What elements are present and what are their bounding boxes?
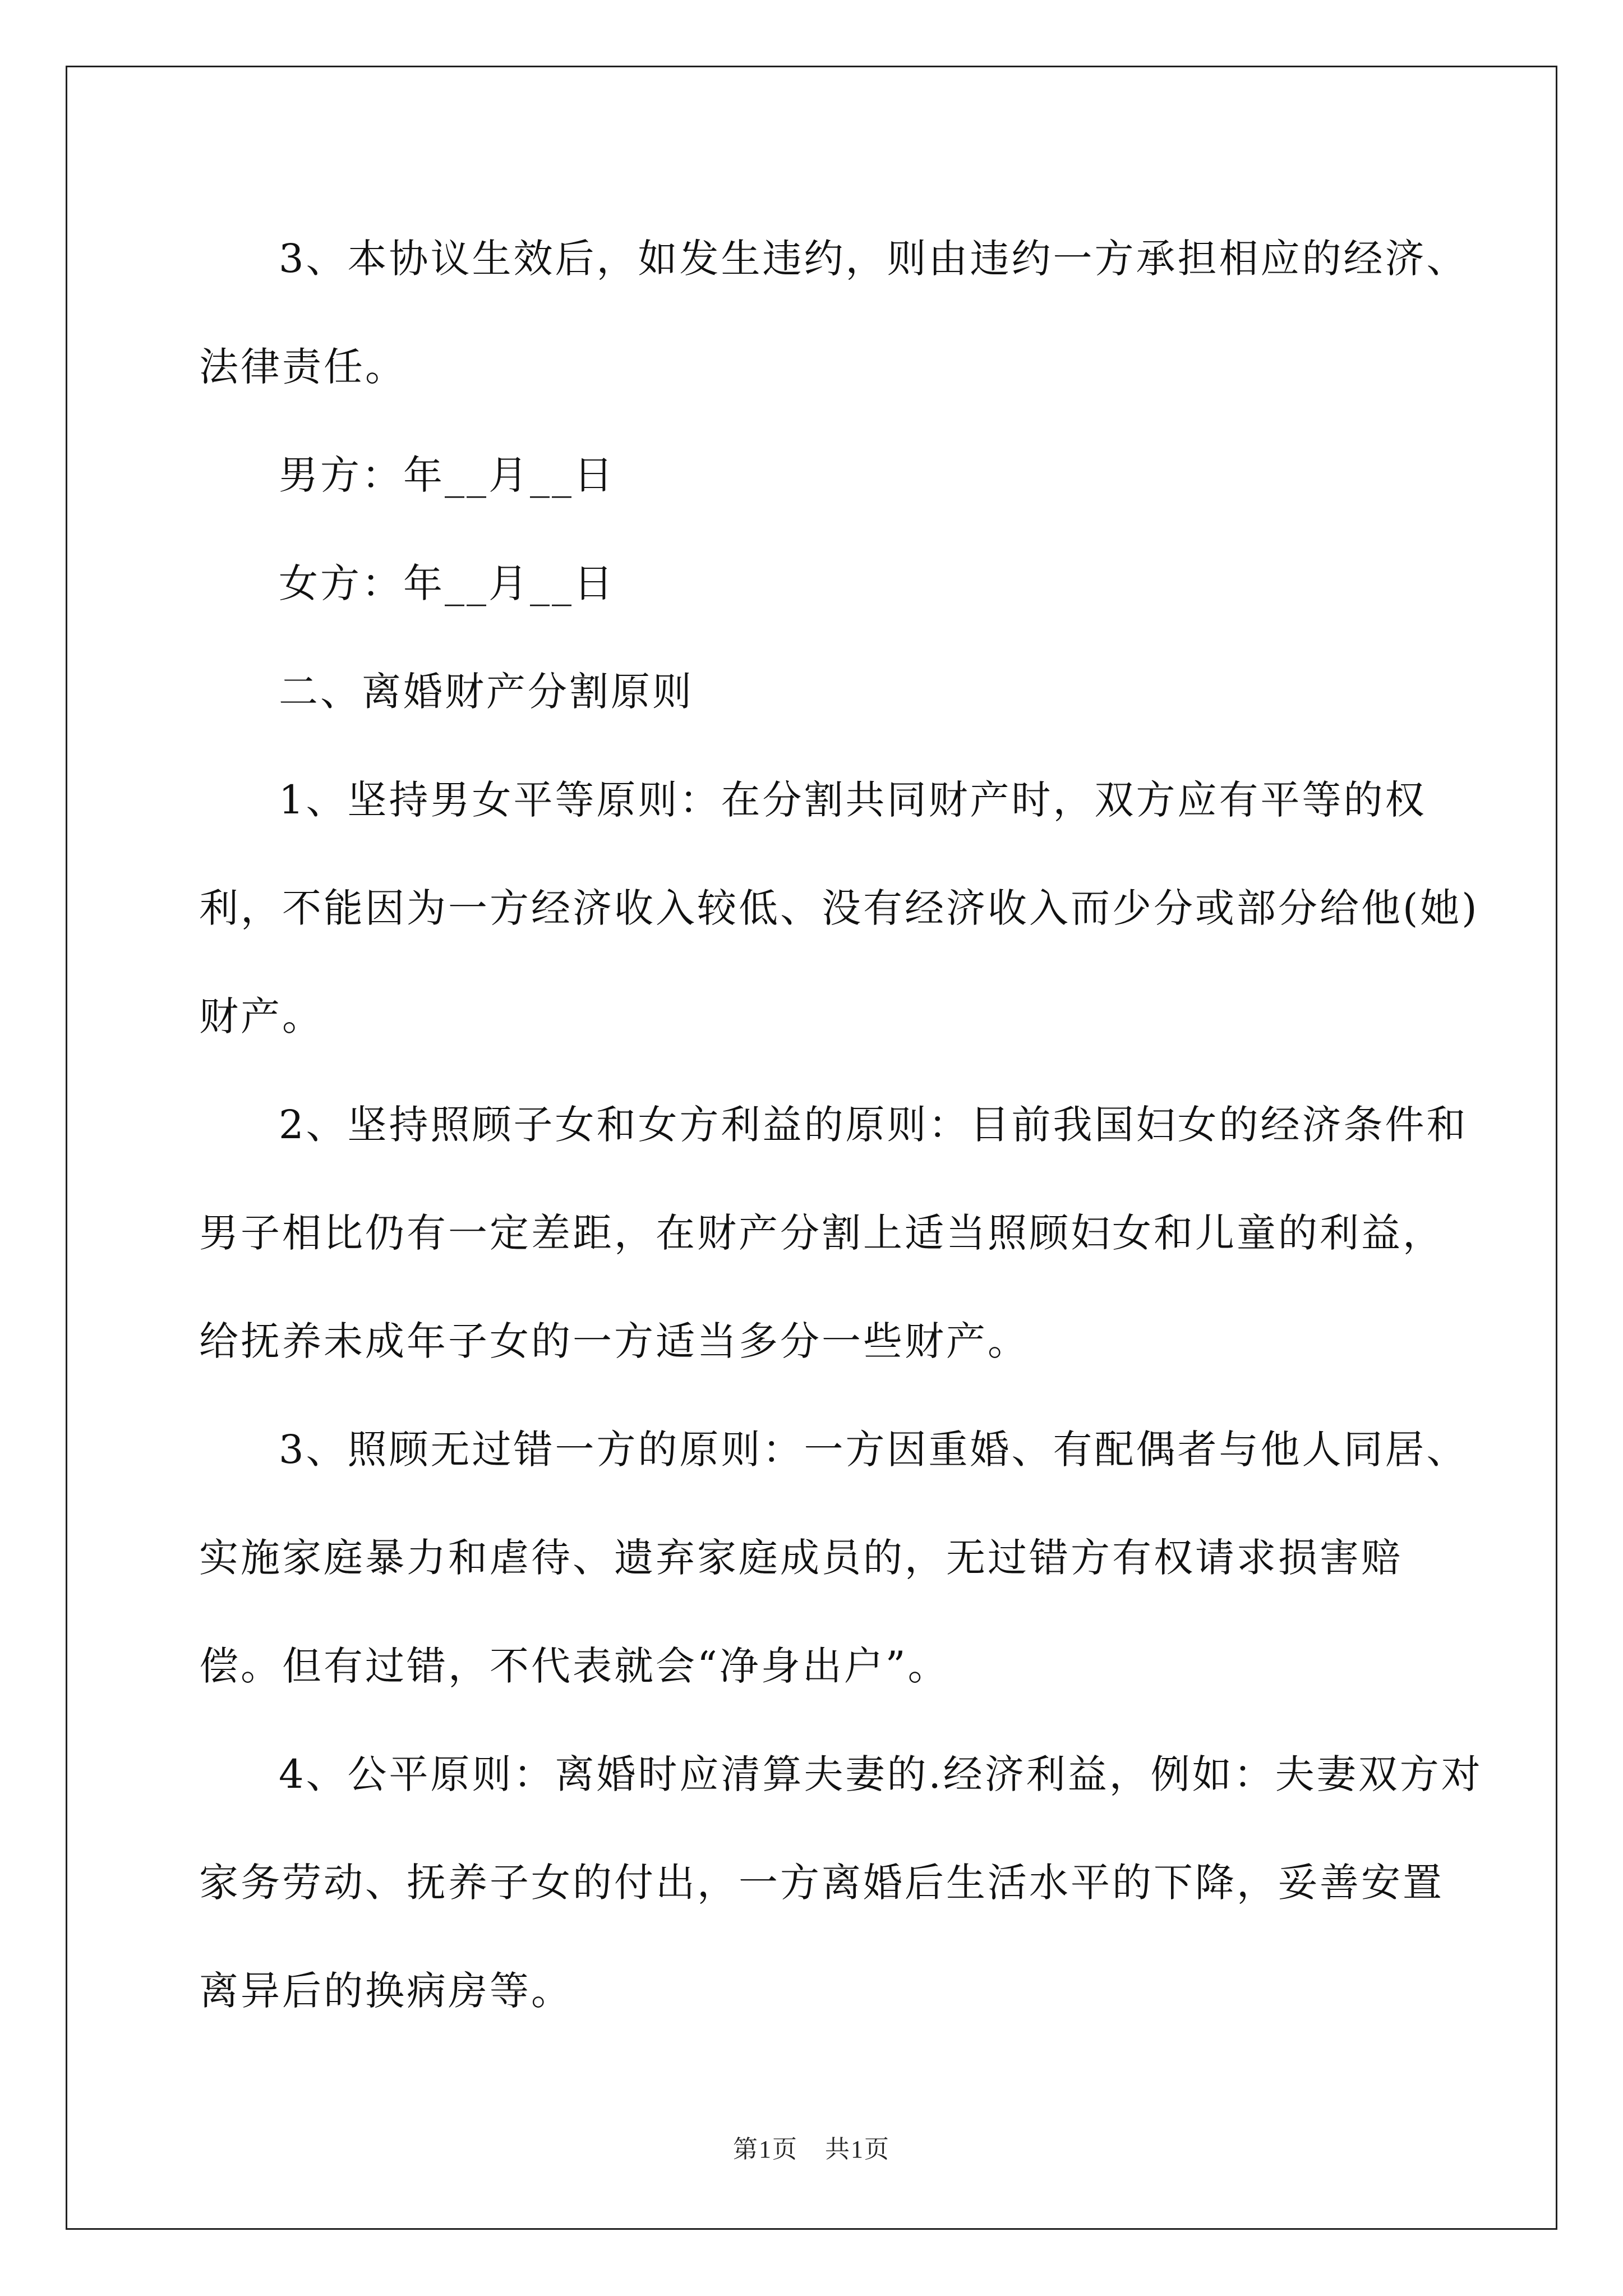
paragraph-no-fault-principle: 3、照顾无过错一方的原则：一方因重婚、有配偶者与他人同居、实施家庭暴力和虐待、遗弃家庭成员的，无过错方有权请求损害赔偿。但有过错，不代表就会“净身出户”。 (199, 1427, 1468, 1689)
paragraph-children-women-principle: 2、坚持照顾子女和女方利益的原则：目前我国妇女的经济条件和男子相比仍有一定差距，在财产分割上适当照顾妇女和儿童的利益，给抚养未成年子女的一方适当多分一些财产。 (199, 1102, 1468, 1364)
document-body (199, 205, 1483, 2045)
paragraph-husband-signature: 男方：年__月__日 (279, 452, 615, 498)
paragraph-breach-clause: 3、本协议生效后，如发生违约，则由违约一方承担相应的经济、法律责任。 (199, 236, 1468, 390)
paragraph-wife-signature: 女方：年__月__日 (279, 560, 615, 606)
page-number-total: 共1页 (825, 2136, 890, 2163)
page-number-current: 第1页 (733, 2136, 798, 2163)
page-footer (0, 2129, 1623, 2165)
paragraph-equality-principle: 1、坚持男女平等原则：在分割共同财产时，双方应有平等的权利，不能因为一方经济收入较低、没有经济收入而少分或部分给他(她)财产。 (199, 777, 1479, 1039)
paragraph-fairness-principle: 4、公平原则：离婚时应清算夫妻的.经济利益，例如：夫妻双方对家务劳动、抚养子女的付出，一方离婚后生活水平的下降，妥善安置离异后的换病房等。 (199, 1751, 1483, 2014)
section-heading-property-division: 二、离婚财产分割原则 (279, 669, 694, 715)
